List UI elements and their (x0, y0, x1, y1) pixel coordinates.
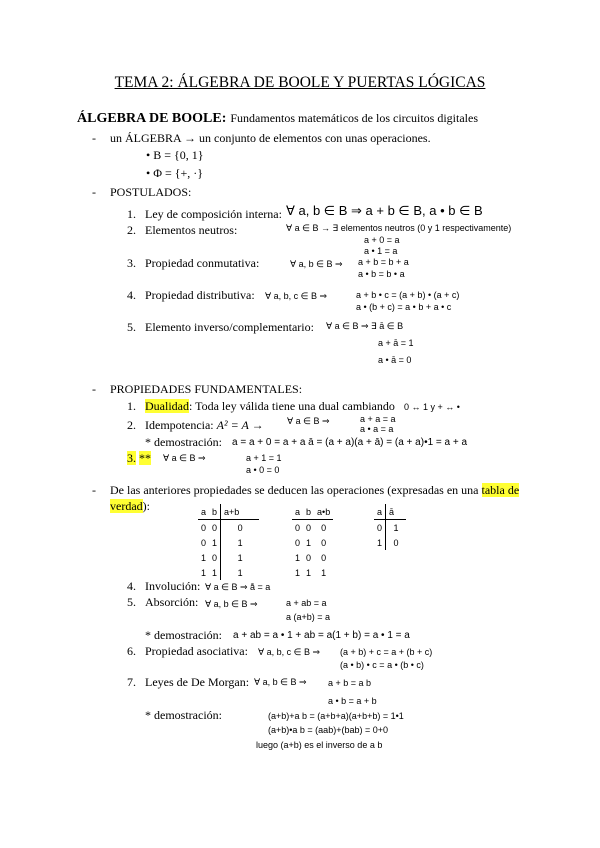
ley-5-text: Absorción: (145, 595, 199, 609)
table-cell: 0 (201, 522, 207, 533)
table-cell: 0 (321, 522, 327, 533)
table-cell: 1 (306, 537, 312, 548)
ley-7-text: Leyes de De Morgan: (145, 675, 250, 689)
or-header-b: b (209, 504, 221, 520)
phi-set: • Φ = {+, ·} (146, 166, 204, 180)
propiedad-3-row (127, 451, 151, 466)
idempotencia-formula: A² = A → (216, 418, 264, 432)
demo-3-line-2: (a+b)•a b = (aab)+(bab) = 0+0 (268, 725, 388, 735)
postulado-5-math: ∀ a ∈ B ⇒ ∃ ā ∈ B (326, 321, 404, 331)
not-header-a: a (374, 504, 386, 520)
postulado-5-line-1: a + ā = 1 (378, 338, 414, 348)
table-cell: 1 (221, 535, 260, 550)
propiedad-3-math: ∀ a ∈ B ⇒ (163, 453, 206, 463)
or-truth-table (198, 504, 259, 580)
ley-5-line-2: a (a+b) = a (286, 612, 331, 622)
dualidad-math: 0 ↔ 1 y + ↔ • (404, 402, 460, 412)
idempotencia-math: ∀ a ∈ B ⇒ (287, 416, 330, 426)
ley-6-num: 6. (127, 644, 136, 658)
postulado-3-num: 3. (127, 256, 136, 270)
and-header-result: a•b (314, 504, 333, 520)
bullet-dash: - (92, 185, 96, 199)
table-cell: 0 (201, 537, 207, 548)
and-header-b: b (303, 504, 314, 520)
ley-6-line-2: (a • b) • c = a • (b • c) (340, 660, 424, 670)
table-row (374, 520, 406, 536)
section-heading-row (77, 109, 478, 127)
postulado-1-text: Ley de composición interna: (145, 207, 282, 221)
demo-2-label: * demostración: (145, 628, 222, 642)
or-header-a: a (198, 504, 209, 520)
ley-6-math: ∀ a, b, c ∈ B ⇒ (258, 647, 321, 657)
and-truth-table (292, 504, 333, 580)
table-cell: 0 (306, 552, 312, 563)
dualidad-highlight: Dualidad (145, 399, 189, 413)
ley-5-num: 5. (127, 595, 136, 609)
postulados-label: POSTULADOS: (110, 185, 192, 199)
postulado-1-num: 1. (127, 207, 136, 221)
b-set: • B = {0, 1} (146, 148, 204, 162)
ley-4-math: ∀ a ∈ B ⇒ ā̄ = a (205, 582, 271, 592)
idempotencia-text: Idempotencia: (145, 418, 214, 432)
table-cell: 1 (201, 552, 207, 563)
ley-7-math: ∀ a, b ∈ B ⇒ (254, 677, 307, 687)
demo-2-text: a + ab = a • 1 + ab = a(1 + b) = a • 1 = a (233, 630, 410, 641)
table-row (292, 520, 333, 536)
propiedad-3-line-1: a + 1 = 1 (246, 453, 282, 463)
table-cell: 0 (386, 535, 407, 550)
table-cell: 0 (295, 537, 301, 548)
postulado-4-line-2: a • (b + c) = a • b + a • c (356, 302, 452, 312)
ley-7-num: 7. (127, 675, 136, 689)
table-cell: 1 (386, 520, 407, 536)
propiedad-2-row (145, 418, 264, 433)
section-heading: ÁLGEBRA DE BOOLE: (77, 111, 227, 126)
demo-3-line-3: luego (a+b) es el inverso de a b (256, 740, 383, 750)
table-cell: 1 (221, 550, 260, 565)
postulado-5-num: 5. (127, 320, 136, 334)
dualidad-text: : Toda ley válida tiene una dual cambiando (189, 399, 395, 413)
ley-4-text: Involución: (145, 579, 201, 593)
table-cell: 1 (377, 537, 383, 548)
table-cell: 0 (306, 522, 312, 533)
idempotencia-line-2: a • a = a (360, 424, 394, 434)
postulado-4-text: Propiedad distributiva: (145, 288, 255, 302)
demo-1-text: a = a + 0 = a + a ā = (a + a)(a + ā) = (a + a)•1 = a + a (232, 437, 468, 448)
postulado-3-math: ∀ a, b ∈ B ⇒ (290, 259, 343, 269)
postulado-5-text: Elemento inverso/complementario: (145, 320, 314, 334)
tabla-verdad-highlight-2: verdad (110, 499, 143, 513)
table-cell: 1 (321, 567, 327, 578)
table-cell: 1 (295, 552, 301, 563)
operaciones-line-1 (110, 483, 519, 498)
propiedades-label: PROPIEDADES FUNDAMENTALES: (110, 382, 303, 396)
postulado-2-line-1: a + 0 = a (364, 235, 400, 245)
table-row (292, 550, 333, 565)
table-cell: 0 (212, 552, 218, 563)
table-row (198, 520, 259, 536)
propiedad-3-stars: ** (139, 451, 151, 465)
operaciones-line-2 (110, 499, 150, 514)
postulado-1-math: ∀ a, b ∈ B ⇒ a + b ∈ B, a • b ∈ B (286, 203, 483, 218)
page-title: TEMA 2: ÁLGEBRA DE BOOLE Y PUERTAS LÓGICAS (114, 74, 486, 91)
table-row (374, 535, 406, 550)
table-cell: 1 (306, 567, 312, 578)
table-row (292, 535, 333, 550)
table-cell: 1 (201, 567, 207, 578)
postulado-5-line-2: a • ā = 0 (378, 355, 412, 365)
idempotencia-line-1: a + a = a (360, 414, 396, 424)
operaciones-text-after: ): (142, 499, 150, 513)
postulado-2-text: Elementos neutros: (145, 223, 238, 237)
table-cell: 0 (221, 520, 260, 536)
ley-7-line-1: a + b = a b (328, 678, 372, 688)
not-header-result: ā (386, 504, 407, 520)
demo-3-label: * demostración: (145, 708, 222, 722)
algebra-intro: un ÁLGEBRA → un conjunto de elementos con unas operaciones. (110, 131, 431, 145)
operaciones-text: De las anteriores propiedades se deducen las operaciones (expresadas en una (110, 483, 479, 497)
bullet-dash: - (92, 131, 96, 145)
table-cell: 0 (321, 537, 327, 548)
table-cell: 1 (212, 567, 218, 578)
propiedad-3-num: 3. (127, 451, 136, 465)
table-cell: 0 (212, 522, 218, 533)
section-subtitle: Fundamentos matemáticos de los circuitos digitales (230, 111, 478, 125)
demo-3-line-1: (a+b)+a b = (a+b+a)(a+b+b) = 1•1 (268, 711, 404, 721)
bullet-dash: - (92, 382, 96, 396)
bullet-dash: - (92, 483, 96, 497)
table-cell: 1 (295, 567, 301, 578)
not-truth-table (374, 504, 406, 550)
ley-6-text: Propiedad asociativa: (145, 644, 248, 658)
table-row (198, 565, 259, 580)
ley-5-line-1: a + ab = a (286, 598, 327, 608)
table-cell: 1 (221, 565, 260, 580)
table-row (292, 565, 333, 580)
postulado-2-line-2: a • 1 = a (364, 246, 398, 256)
postulado-2-num: 2. (127, 223, 136, 237)
table-row (198, 535, 259, 550)
table-cell: 0 (321, 552, 327, 563)
postulado-4-num: 4. (127, 288, 136, 302)
postulado-4-line-1: a + b • c = (a + b) • (a + c) (356, 290, 460, 300)
and-header-a: a (292, 504, 303, 520)
propiedad-3-line-2: a • 0 = 0 (246, 465, 280, 475)
table-cell: 0 (295, 522, 301, 533)
postulado-3-line-2: a • b = b • a (358, 269, 405, 279)
propiedad-2-num: 2. (127, 418, 136, 432)
or-header-result: a+b (221, 504, 260, 520)
ley-7-line-2: a • b = a + b (328, 696, 377, 706)
table-row (198, 550, 259, 565)
postulado-2-math: ∀ a ∈ B → ∃ elementos neutros (0 y 1 respectivamente) (286, 223, 512, 233)
propiedad-1-num: 1. (127, 399, 136, 413)
table-cell: 1 (212, 537, 218, 548)
tabla-verdad-highlight-1: tabla de (481, 483, 520, 497)
ley-4-num: 4. (127, 579, 136, 593)
postulado-3-text: Propiedad conmutativa: (145, 256, 260, 270)
ley-6-line-1: (a + b) + c = a + (b + c) (340, 647, 433, 657)
table-cell: 0 (377, 522, 383, 533)
ley-5-math: ∀ a, b ∈ B ⇒ (205, 599, 258, 609)
postulado-4-math: ∀ a, b, c ∈ B ⇒ (265, 291, 328, 301)
demo-1-label: * demostración: (145, 435, 222, 449)
propiedad-1-row (145, 399, 395, 414)
postulado-3-line-1: a + b = b + a (358, 257, 409, 267)
